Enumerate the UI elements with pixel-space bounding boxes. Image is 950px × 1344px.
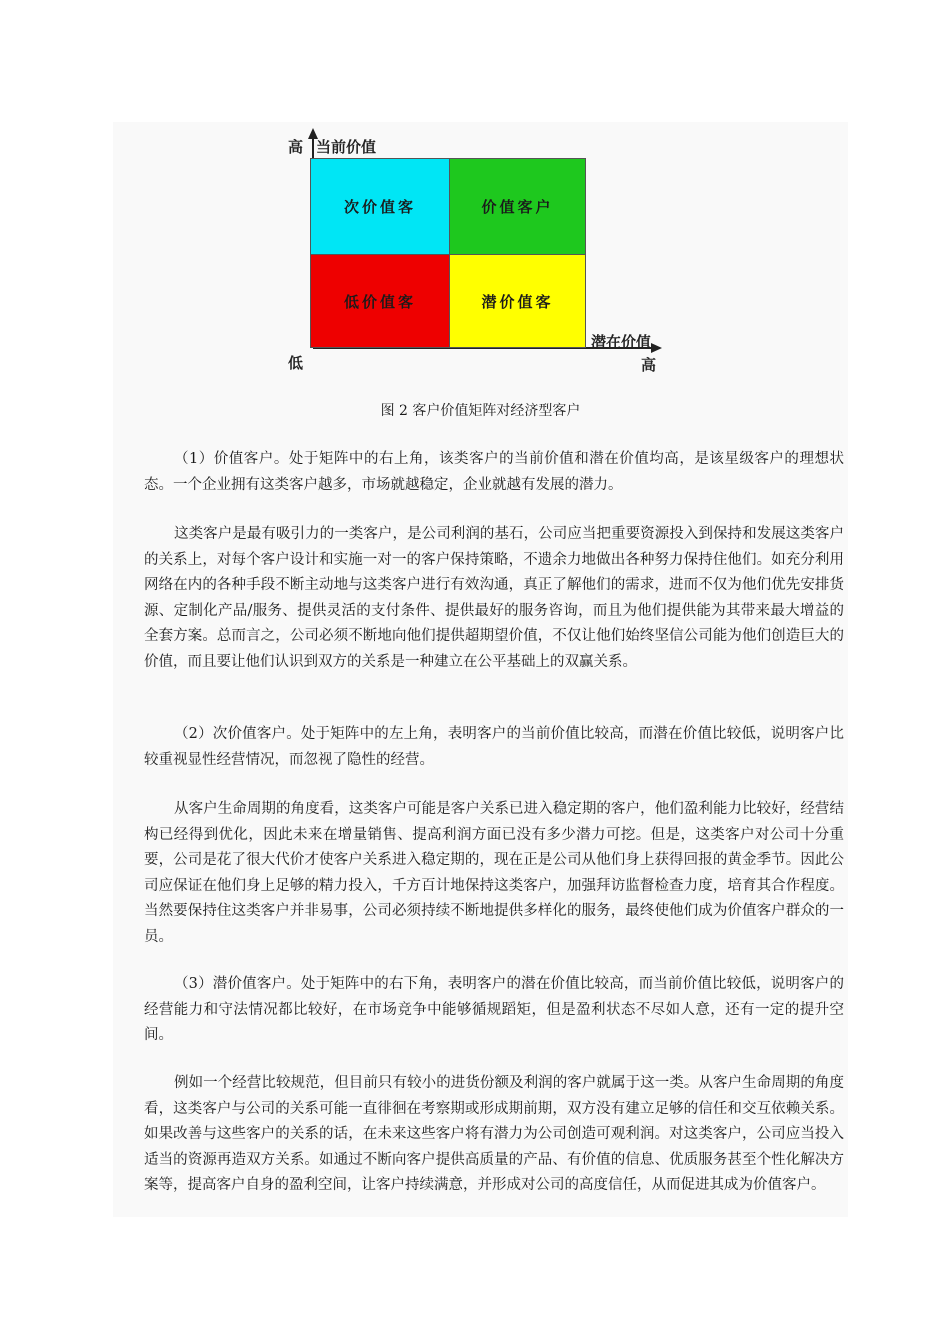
value-matrix-figure [286,128,662,380]
x-axis-title: 潜在价值 [591,333,652,351]
paragraph-6: 例如一个经营比较规范，但目前只有较小的进货份额及利润的客户就属于这一类。从客户生命周期的角度看，这类客户与公司的关系可能一直徘徊在考察期或形成期前期，双方没有建立足够的信任和交互依赖关系。如果改善与这些客户的关系的话，在未来这些客户将有潜力为公司创造可观利润。对这类客户，公司应当投入适当的资源再造双方关系。如通过不断向客户提供高质量的产品、有价值的信息、优质服务甚至个性化解决方案等，提高客户自身的盈利空间，让客户持续满意，并形成对公司的高度信任，从而促进其成为价值客户。 [144,1075,844,1193]
quadrant-top-right [449,158,586,255]
figure-caption: 图 2 客户价值矩阵对经济型客户 [380,403,581,419]
quadrant-bottom-left-label: 低价值客 [343,292,416,311]
paragraph-2: 这类客户是最有吸引力的一类客户，是公司利润的基石，公司应当把重要资源投入到保持和发展这类客户的关系上，对每个客户设计和实施一对一的客户保持策略，不遗余力地做出各种努力保持住他们。如充分利用网络在内的各种手段不断主动地与这类客户进行有效沟通，真正了解他们的需求，进而不仅为他们优先安排货源、定制化产品/服务、提供灵活的支付条件、提供最好的服务咨询，而且为他们提供能为其带来最大增益的全套方案。总而言之，公司必须不断地向他们提供超期望价值，不仅让他们始终坚信公司能为他们创造巨大的价值，而且要让他们认识到双方的关系是一种建立在公平基础上的双赢关系。 [144,526,844,670]
paragraph-3: （2）次价值客户。处于矩阵中的左上角，表明客户的当前价值比较高，而潜在价值比较低，说明客户比较重视显性经营情况，而忽视了隐性的经营。 [144,726,844,768]
paragraph-1: （1）价值客户。处于矩阵中的右上角，该类客户的当前价值和潜在价值均高，是该星级客户的理想状态。一个企业拥有这类客户越多，市场就越稳定，企业就越有发展的潜力。 [144,451,844,493]
origin-label: 低 [288,354,304,372]
x-high-label: 高 [641,356,657,374]
quadrant-top-left [310,158,450,255]
quadrant-bottom-left [310,254,450,348]
quadrant-bottom-right-label: 潜价值客 [481,292,554,311]
quadrant-top-right-label: 价值客户 [481,198,554,216]
y-high-label: 高 [288,138,304,156]
x-axis-arrow-icon [651,343,662,353]
quadrant-top-left-label: 次价值客 [343,198,416,216]
y-axis-title: 当前价值 [316,138,377,156]
paragraph-4: 从客户生命周期的角度看，这类客户可能是客户关系已进入稳定期的客户，他们盈利能力比较好，经营结构已经得到优化，因此未来在增量销售、提高利润方面已没有多少潜力可挖。但是，这类客户对公司十分重要，公司是花了很大代价才使客户关系进入稳定期的，现在正是公司从他们身上获得回报的黄金季节。因此公司应保证在他们身上足够的精力投入，千方百计地保持这类客户，加强拜访监督检查力度，培育其合作程度。当然要保持住这类客户并非易事，公司必须持续不断地提供多样化的服务，最终使他们成为价值客户群众的一员。 [144,801,844,945]
paragraph-5: （3）潜价值客户。处于矩阵中的右下角，表明客户的潜在价值比较高，而当前价值比较低，说明客户的经营能力和守法情况都比较好，在市场竞争中能够循规蹈矩，但是盈利状态不尽如人意，还有一定的提升空间。 [144,976,844,1043]
quadrant-bottom-right [449,254,586,348]
